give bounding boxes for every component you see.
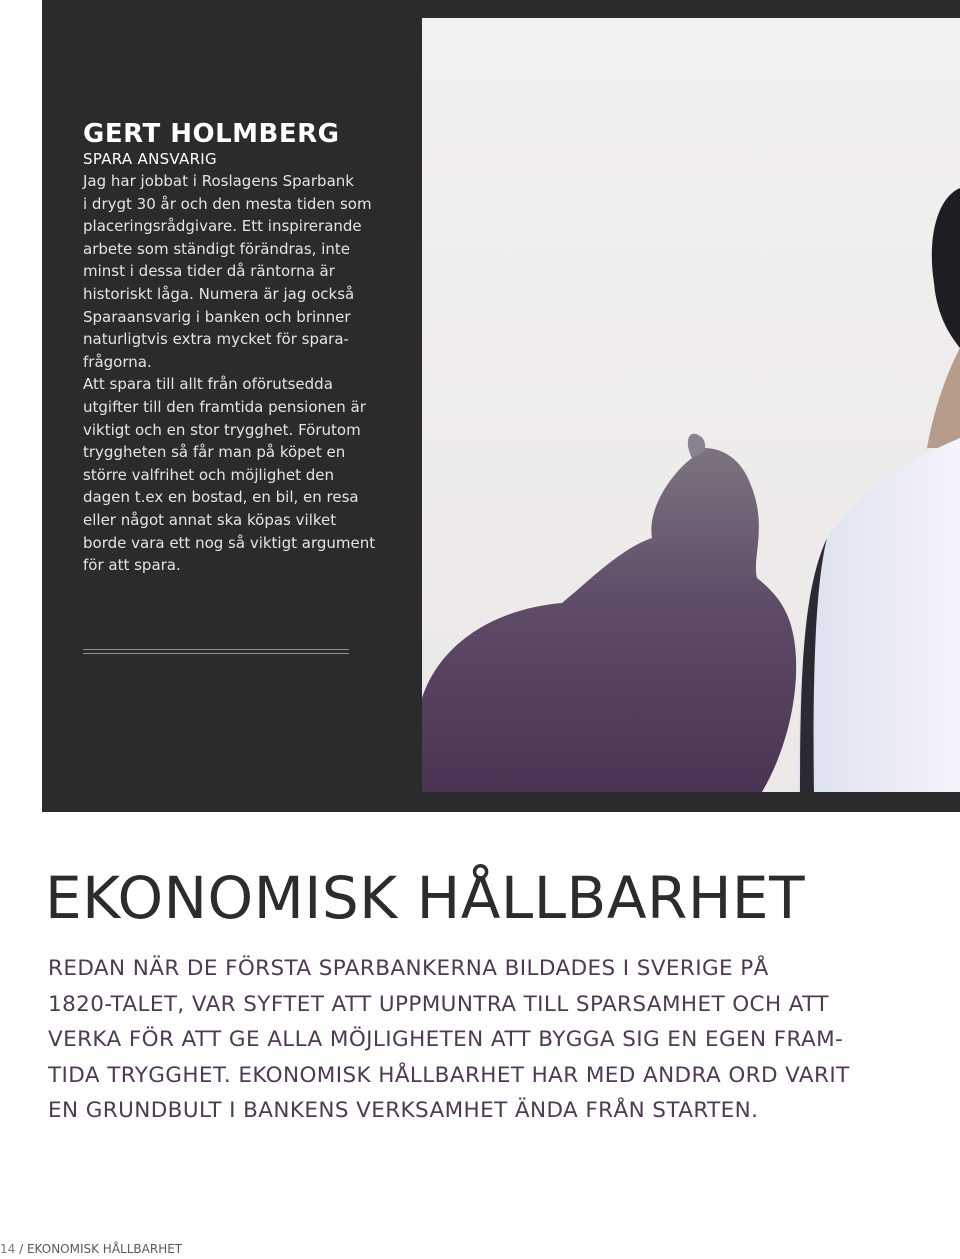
lead-paragraph: REDAN NÄR DE FÖRSTA SPARBANKERNA BILDADES I SVERIGE PÅ 1820-TALET, VAR SYFTET ATT UPPMUNTRA TILL SPARSAMHET OCH ATT VERKA FÖR ATT GE ALLA MÖJLIGHETEN ATT BYGGA SIG EN EGEN FRAM- TIDA TRYGGHET. EKONOMISK HÅLLBARHET HAR MED ANDRA ORD VARIT EN GRUNDBULT I BANKENS VERKSAMHET ÄNDA FRÅN STARTEN. bbox=[48, 956, 850, 1123]
page-footer bbox=[0, 1241, 182, 1257]
page-number: 14 bbox=[0, 1242, 16, 1256]
footer-separator: / bbox=[15, 1242, 27, 1256]
divider-line bbox=[83, 649, 349, 654]
photo-illustration bbox=[422, 18, 960, 792]
portrait-photo bbox=[422, 18, 960, 792]
profile-card bbox=[83, 118, 403, 577]
footer-section: EKONOMISK HÅLLBARHET bbox=[26, 1242, 183, 1256]
section-heading: EKONOMISK HÅLLBARHET bbox=[45, 864, 806, 932]
profile-role: SPARA ANSVARIG bbox=[83, 150, 217, 168]
profile-bio: Jag har jobbat i Roslagens Sparbank i drygt 30 år och den mesta tiden som placeringsrådgivare. Ett inspirerande arbete som ständigt förändras, inte minst i dessa tider då räntorna är historiskt låga. Numera är jag också Sparaansvarig i banken och brinner naturligtvis extra mycket för spara- frågorna. Att spara till allt från oförutsedda utgifter till den framtida pensionen är viktigt och en stor trygghet. Förutom tryggheten så får man på köpet en större valfrihet och möjlighet den dagen t.ex en bostad, en bil, en resa eller något annat ska köpas vilket borde vara ett nog så viktigt argument för att spara. bbox=[83, 172, 376, 575]
profile-name: GERT HOLMBERG bbox=[83, 119, 340, 149]
